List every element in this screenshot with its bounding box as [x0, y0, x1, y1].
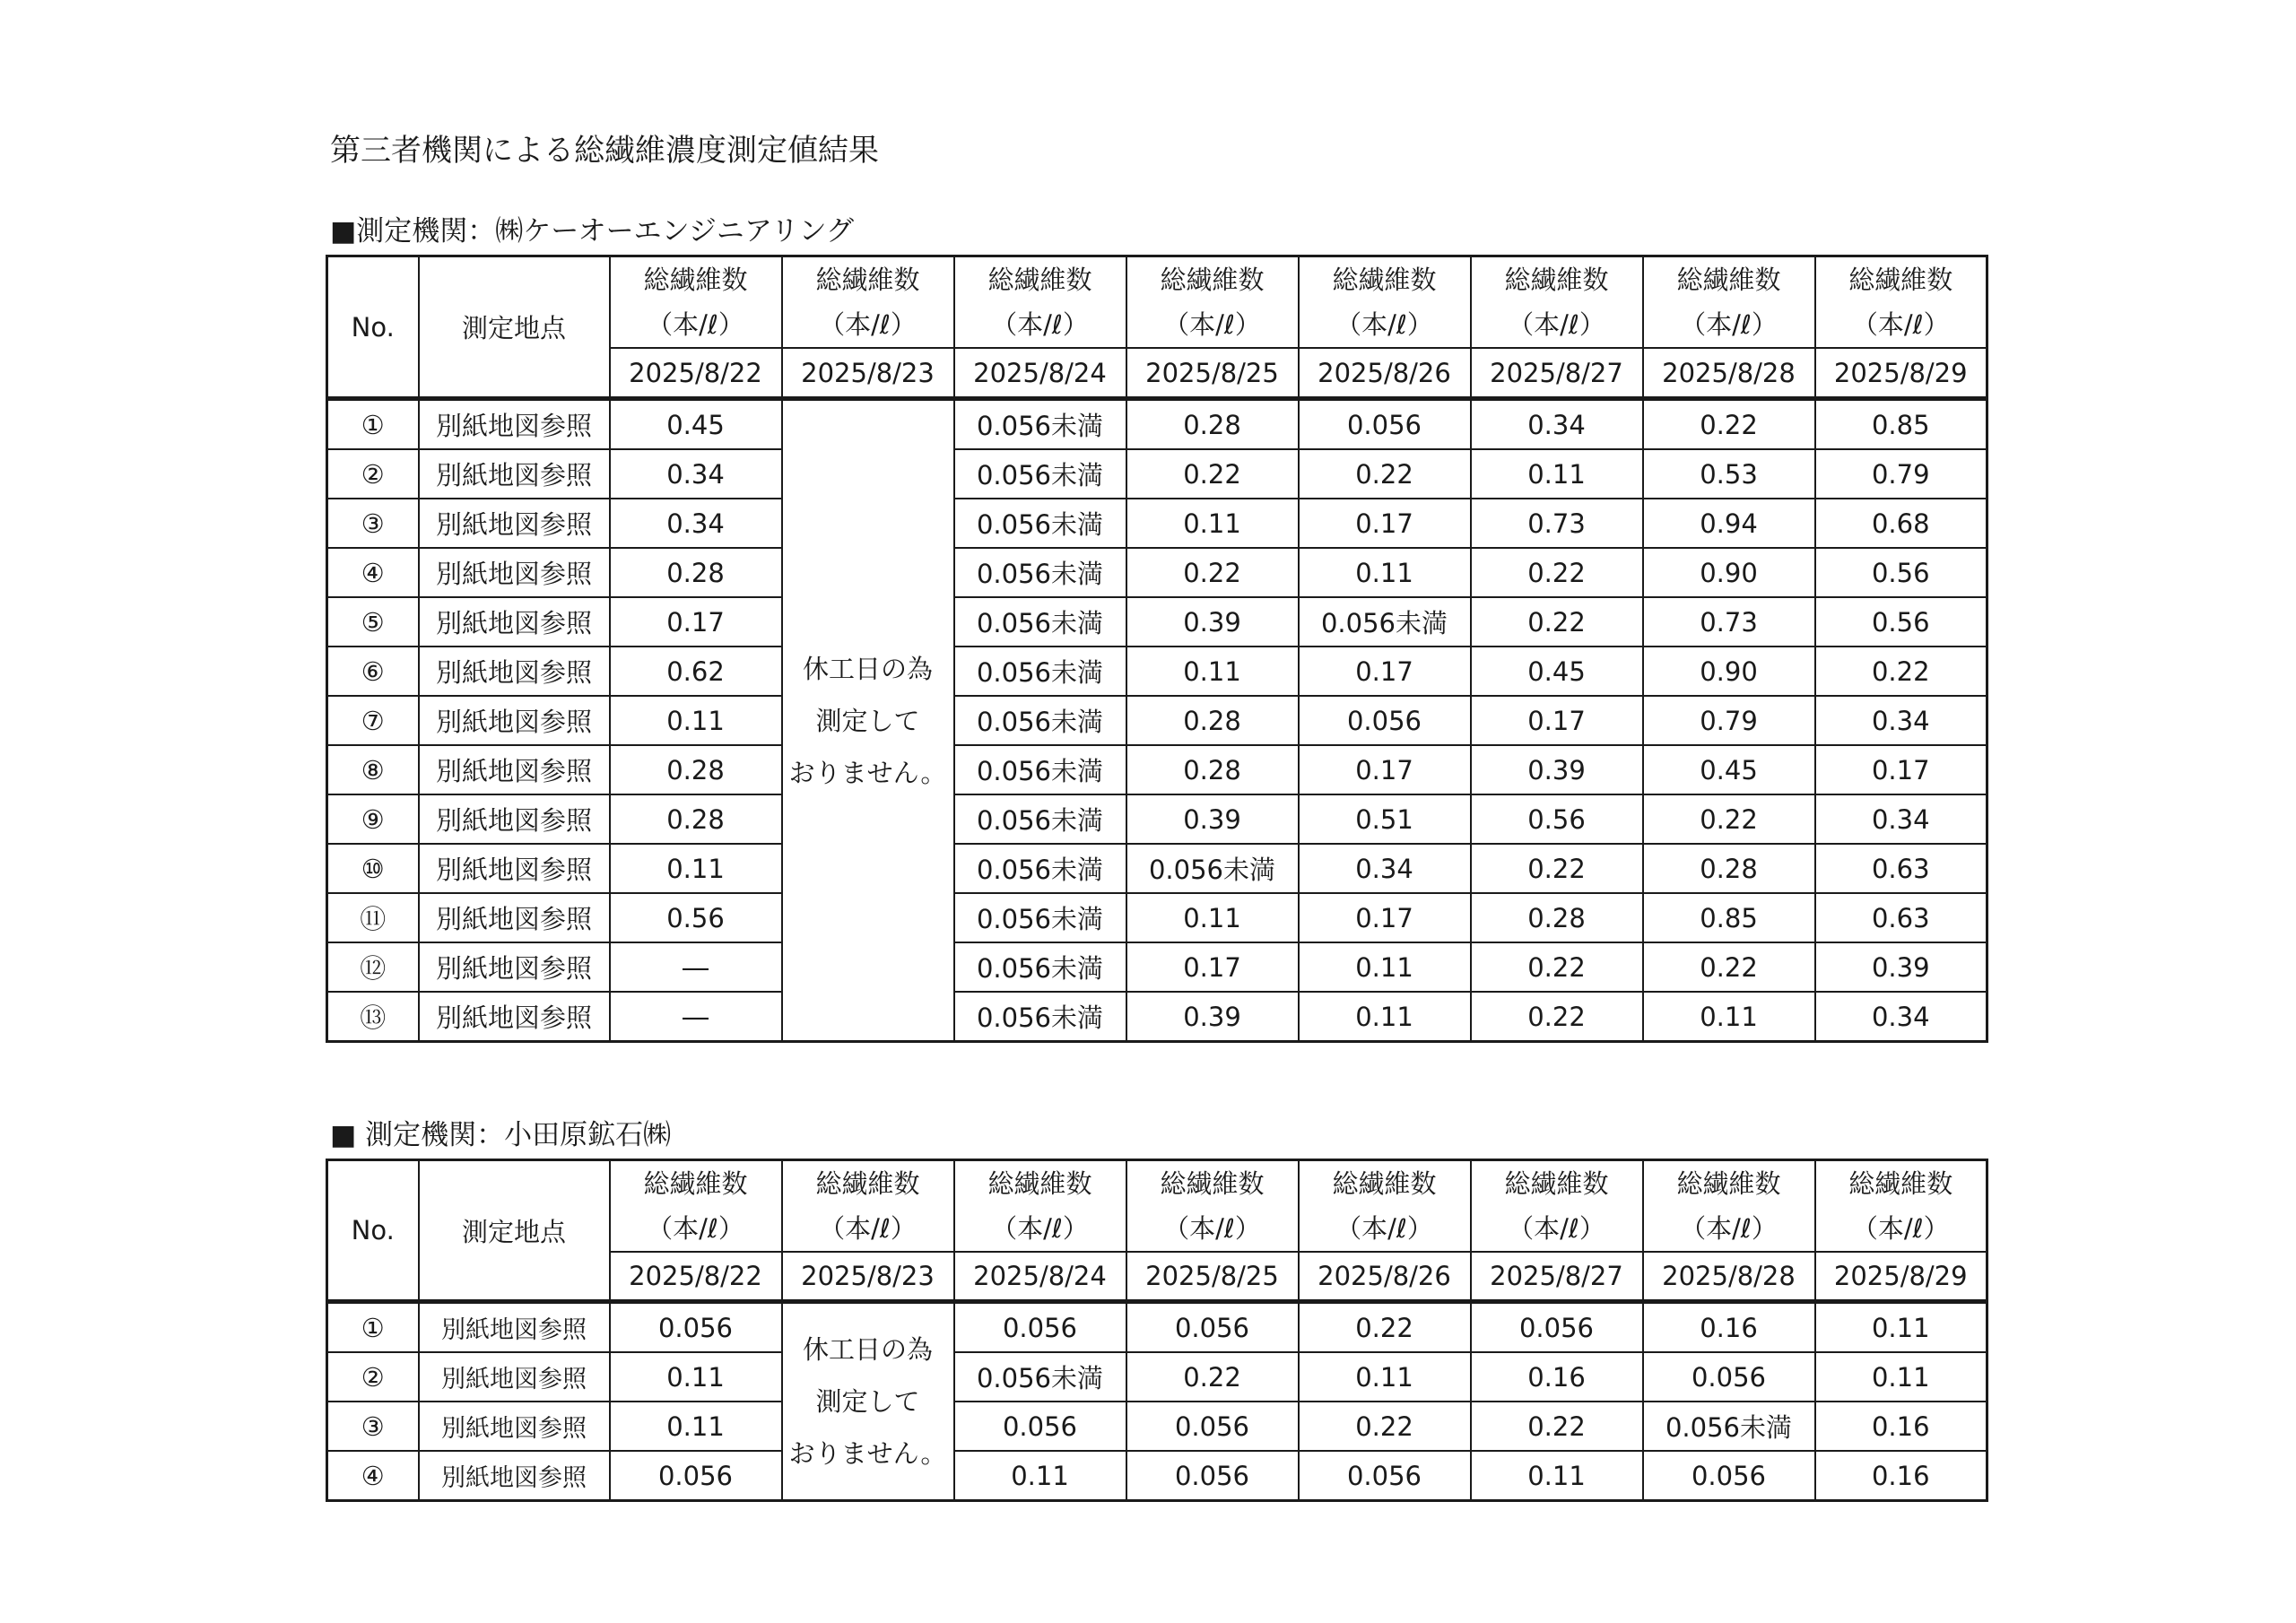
value-cell-0827: 0.45 — [1471, 647, 1643, 696]
value-cell-0829: 0.34 — [1815, 794, 1987, 844]
column-header-date: 2025/8/25 — [1126, 348, 1299, 399]
column-header-measure — [1815, 1160, 1987, 1253]
unit-label: （本/ℓ） — [1508, 309, 1605, 340]
column-header-date: 2025/8/24 — [954, 348, 1126, 399]
measure-label: 総繊維数 — [987, 265, 1092, 295]
value-cell-0822: 0.45 — [610, 399, 782, 450]
value-cell-0829: 0.85 — [1815, 399, 1987, 450]
unit-label: （本/ℓ） — [819, 1213, 917, 1244]
measure-label: 総繊維数 — [643, 1168, 748, 1199]
value-cell-0828: 0.056未満 — [1643, 1402, 1815, 1451]
row-number: ② — [327, 1352, 419, 1402]
measure-label: 総繊維数 — [815, 1168, 920, 1199]
value-cell-0826: 0.17 — [1299, 499, 1471, 548]
row-number: ③ — [327, 499, 419, 548]
column-header-date: 2025/8/23 — [782, 348, 954, 399]
unit-label: （本/ℓ） — [991, 1213, 1089, 1244]
value-cell-0825: 0.39 — [1126, 992, 1299, 1042]
column-header-measure — [1815, 256, 1987, 349]
table-row — [327, 1402, 1987, 1451]
column-header-measure — [1299, 256, 1471, 349]
value-cell-0824: 0.056未満 — [954, 893, 1126, 942]
column-header-measure — [1126, 1160, 1299, 1253]
measure-label: 総繊維数 — [1676, 1168, 1781, 1199]
value-cell-0826: 0.22 — [1299, 1402, 1471, 1451]
column-header-measure — [782, 1160, 954, 1253]
value-cell-0827: 0.22 — [1471, 942, 1643, 992]
value-cell-0828: 0.056 — [1643, 1352, 1815, 1402]
location-cell: 別紙地図参照 — [419, 1451, 610, 1501]
value-cell-0826: 0.11 — [1299, 942, 1471, 992]
value-cell-0827: 0.34 — [1471, 399, 1643, 450]
value-cell-0829: 0.63 — [1815, 893, 1987, 942]
value-cell-0822: 0.62 — [610, 647, 782, 696]
column-header-date: 2025/8/23 — [782, 1252, 954, 1302]
value-cell-0826: 0.11 — [1299, 548, 1471, 597]
value-cell-0827: 0.56 — [1471, 794, 1643, 844]
value-cell-0828: 0.11 — [1643, 992, 1815, 1042]
value-cell-0824: 0.056未満 — [954, 449, 1126, 499]
value-cell-0828: 0.45 — [1643, 745, 1815, 794]
section1-heading: ■測定機関：㈱ケーオーエンジニアリング — [330, 215, 855, 247]
holiday-note-line: 休工日の為 — [802, 653, 933, 684]
location-cell: 別紙地図参照 — [419, 1402, 610, 1451]
column-header-date: 2025/8/29 — [1815, 348, 1987, 399]
value-cell-0829: 0.11 — [1815, 1352, 1987, 1402]
row-number: ⑫ — [327, 942, 419, 992]
column-header-measure — [1643, 1160, 1815, 1253]
location-cell: 別紙地図参照 — [419, 745, 610, 794]
value-cell-0825: 0.39 — [1126, 597, 1299, 647]
value-cell-0824: 0.056未満 — [954, 647, 1126, 696]
unit-label: （本/ℓ） — [647, 1213, 744, 1244]
location-cell: 別紙地図参照 — [419, 942, 610, 992]
value-cell-0827: 0.28 — [1471, 893, 1643, 942]
value-cell-0825: 0.056未満 — [1126, 844, 1299, 893]
column-header-date: 2025/8/28 — [1643, 348, 1815, 399]
measure-label: 総繊維数 — [1332, 1168, 1437, 1199]
row-number: ② — [327, 449, 419, 499]
value-cell-0825: 0.056 — [1126, 1402, 1299, 1451]
unit-label: （本/ℓ） — [1680, 1213, 1778, 1244]
measure-label: 総繊維数 — [987, 1168, 1092, 1199]
measurement-table-1 — [326, 255, 1988, 1043]
value-cell-0822: 0.28 — [610, 548, 782, 597]
table-row — [327, 597, 1987, 647]
column-header-measure — [610, 1160, 782, 1253]
value-cell-0825: 0.11 — [1126, 499, 1299, 548]
row-number: ⑧ — [327, 745, 419, 794]
value-cell-0826: 0.11 — [1299, 1352, 1471, 1402]
location-cell: 別紙地図参照 — [419, 696, 610, 745]
value-cell-0822: 0.11 — [610, 1352, 782, 1402]
column-header-date: 2025/8/26 — [1299, 348, 1471, 399]
measure-label: 総繊維数 — [1504, 1168, 1609, 1199]
column-header-no: No. — [327, 1160, 419, 1302]
holiday-note-line: 測定して — [815, 1386, 920, 1417]
value-cell-0828: 0.85 — [1643, 893, 1815, 942]
holiday-note-cell — [782, 399, 954, 1042]
unit-label: （本/ℓ） — [1508, 1213, 1605, 1244]
value-cell-0828: 0.22 — [1643, 794, 1815, 844]
column-header-location: 測定地点 — [419, 256, 610, 399]
value-cell-0828: 0.94 — [1643, 499, 1815, 548]
column-header-date: 2025/8/22 — [610, 348, 782, 399]
measure-label: 総繊維数 — [1160, 1168, 1265, 1199]
table-row — [327, 942, 1987, 992]
column-header-measure — [954, 1160, 1126, 1253]
value-cell-0824: 0.056 — [954, 1402, 1126, 1451]
row-number: ⑪ — [327, 893, 419, 942]
value-cell-0827: 0.11 — [1471, 1451, 1643, 1501]
value-cell-0822: 0.56 — [610, 893, 782, 942]
unit-label: （本/ℓ） — [1680, 309, 1778, 340]
row-number: ③ — [327, 1402, 419, 1451]
value-cell-0827: 0.73 — [1471, 499, 1643, 548]
value-cell-0828: 0.90 — [1643, 548, 1815, 597]
column-header-date: 2025/8/29 — [1815, 1252, 1987, 1302]
value-cell-0829: 0.16 — [1815, 1402, 1987, 1451]
value-cell-0822: 0.28 — [610, 794, 782, 844]
column-header-date: 2025/8/25 — [1126, 1252, 1299, 1302]
value-cell-0825: 0.11 — [1126, 893, 1299, 942]
location-cell: 別紙地図参照 — [419, 794, 610, 844]
column-header-date: 2025/8/27 — [1471, 348, 1643, 399]
column-header-date: 2025/8/24 — [954, 1252, 1126, 1302]
location-cell: 別紙地図参照 — [419, 992, 610, 1042]
row-number: ⑨ — [327, 794, 419, 844]
column-header-measure — [1126, 256, 1299, 349]
value-cell-0825: 0.28 — [1126, 399, 1299, 450]
location-cell: 別紙地図参照 — [419, 449, 610, 499]
row-number: ⑥ — [327, 647, 419, 696]
table-row — [327, 499, 1987, 548]
row-number: ⑬ — [327, 992, 419, 1042]
value-cell-0822: 0.056 — [610, 1302, 782, 1353]
value-cell-0824: 0.056未満 — [954, 597, 1126, 647]
value-cell-0827: 0.39 — [1471, 745, 1643, 794]
value-cell-0825: 0.056 — [1126, 1451, 1299, 1501]
location-cell: 別紙地図参照 — [419, 844, 610, 893]
value-cell-0824: 0.056未満 — [954, 499, 1126, 548]
value-cell-0829: 0.68 — [1815, 499, 1987, 548]
value-cell-0826: 0.056未満 — [1299, 597, 1471, 647]
table-row — [327, 1302, 1987, 1353]
value-cell-0826: 0.17 — [1299, 893, 1471, 942]
value-cell-0822: 0.11 — [610, 696, 782, 745]
value-cell-0824: 0.11 — [954, 1451, 1126, 1501]
value-cell-0826: 0.22 — [1299, 449, 1471, 499]
location-cell: 別紙地図参照 — [419, 499, 610, 548]
unit-label: （本/ℓ） — [647, 309, 744, 340]
column-header-date: 2025/8/26 — [1299, 1252, 1471, 1302]
value-cell-0825: 0.22 — [1126, 1352, 1299, 1402]
measure-label: 総繊維数 — [1848, 1168, 1953, 1199]
holiday-note-cell — [782, 1302, 954, 1501]
value-cell-0826: 0.056 — [1299, 399, 1471, 450]
value-cell-0828: 0.53 — [1643, 449, 1815, 499]
row-number: ① — [327, 399, 419, 450]
value-cell-0824: 0.056未満 — [954, 844, 1126, 893]
value-cell-0829: 0.17 — [1815, 745, 1987, 794]
value-cell-0822: ― — [610, 992, 782, 1042]
value-cell-0827: 0.056 — [1471, 1302, 1643, 1353]
measure-label: 総繊維数 — [1848, 265, 1953, 295]
value-cell-0824: 0.056未満 — [954, 992, 1126, 1042]
measure-label: 総繊維数 — [643, 265, 748, 295]
value-cell-0828: 0.056 — [1643, 1451, 1815, 1501]
table-row — [327, 844, 1987, 893]
row-number: ⑤ — [327, 597, 419, 647]
holiday-note-line: おりません。 — [788, 757, 947, 788]
location-cell: 別紙地図参照 — [419, 893, 610, 942]
value-cell-0828: 0.79 — [1643, 696, 1815, 745]
row-number: ④ — [327, 548, 419, 597]
value-cell-0828: 0.22 — [1643, 942, 1815, 992]
value-cell-0824: 0.056 — [954, 1302, 1126, 1353]
value-cell-0824: 0.056未満 — [954, 399, 1126, 450]
value-cell-0825: 0.28 — [1126, 745, 1299, 794]
column-header-measure — [1471, 256, 1643, 349]
column-header-no: No. — [327, 256, 419, 399]
column-header-measure — [1471, 1160, 1643, 1253]
row-number: ④ — [327, 1451, 419, 1501]
value-cell-0826: 0.056 — [1299, 1451, 1471, 1501]
measure-label: 総繊維数 — [1504, 265, 1609, 295]
value-cell-0827: 0.22 — [1471, 548, 1643, 597]
holiday-note-line: おりません。 — [788, 1438, 947, 1469]
value-cell-0826: 0.34 — [1299, 844, 1471, 893]
measurement-table-2 — [326, 1159, 1988, 1502]
document-title: 第三者機関による総繊維濃度測定値結果 — [330, 133, 879, 169]
value-cell-0825: 0.28 — [1126, 696, 1299, 745]
value-cell-0825: 0.39 — [1126, 794, 1299, 844]
value-cell-0829: 0.16 — [1815, 1451, 1987, 1501]
value-cell-0829: 0.39 — [1815, 942, 1987, 992]
row-number: ⑩ — [327, 844, 419, 893]
column-header-measure — [954, 256, 1126, 349]
column-header-measure — [1299, 1160, 1471, 1253]
row-number: ⑦ — [327, 696, 419, 745]
column-header-date: 2025/8/22 — [610, 1252, 782, 1302]
measure-label: 総繊維数 — [815, 265, 920, 295]
column-header-location: 測定地点 — [419, 1160, 610, 1302]
location-cell: 別紙地図参照 — [419, 548, 610, 597]
location-cell: 別紙地図参照 — [419, 647, 610, 696]
table-row — [327, 647, 1987, 696]
location-cell: 別紙地図参照 — [419, 399, 610, 450]
value-cell-0827: 0.16 — [1471, 1352, 1643, 1402]
value-cell-0829: 0.56 — [1815, 548, 1987, 597]
unit-label: （本/ℓ） — [1163, 309, 1261, 340]
value-cell-0829: 0.34 — [1815, 696, 1987, 745]
measure-label: 総繊維数 — [1332, 265, 1437, 295]
value-cell-0829: 0.34 — [1815, 992, 1987, 1042]
table-row — [327, 449, 1987, 499]
value-cell-0822: ― — [610, 942, 782, 992]
unit-label: （本/ℓ） — [819, 309, 917, 340]
value-cell-0827: 0.22 — [1471, 1402, 1643, 1451]
measure-label: 総繊維数 — [1160, 265, 1265, 295]
value-cell-0827: 0.22 — [1471, 597, 1643, 647]
value-cell-0826: 0.22 — [1299, 1302, 1471, 1353]
table-row — [327, 992, 1987, 1042]
value-cell-0824: 0.056未満 — [954, 696, 1126, 745]
table-row — [327, 794, 1987, 844]
value-cell-0822: 0.056 — [610, 1451, 782, 1501]
value-cell-0829: 0.22 — [1815, 647, 1987, 696]
table-row — [327, 893, 1987, 942]
column-header-measure — [1643, 256, 1815, 349]
header-row — [327, 256, 1987, 349]
location-cell: 別紙地図参照 — [419, 1352, 610, 1402]
table-row — [327, 399, 1987, 450]
column-header-date: 2025/8/27 — [1471, 1252, 1643, 1302]
table-row — [327, 1451, 1987, 1501]
column-header-measure — [782, 256, 954, 349]
value-cell-0824: 0.056未満 — [954, 745, 1126, 794]
value-cell-0829: 0.56 — [1815, 597, 1987, 647]
table-row — [327, 1352, 1987, 1402]
value-cell-0826: 0.17 — [1299, 647, 1471, 696]
value-cell-0825: 0.22 — [1126, 449, 1299, 499]
unit-label: （本/ℓ） — [991, 309, 1089, 340]
value-cell-0827: 0.22 — [1471, 992, 1643, 1042]
value-cell-0828: 0.90 — [1643, 647, 1815, 696]
value-cell-0828: 0.73 — [1643, 597, 1815, 647]
value-cell-0822: 0.28 — [610, 745, 782, 794]
section2-heading: ■ 測定機関：小田原鉱石㈱ — [330, 1119, 672, 1151]
value-cell-0822: 0.11 — [610, 1402, 782, 1451]
value-cell-0829: 0.63 — [1815, 844, 1987, 893]
value-cell-0829: 0.79 — [1815, 449, 1987, 499]
value-cell-0822: 0.11 — [610, 844, 782, 893]
unit-label: （本/ℓ） — [1163, 1213, 1261, 1244]
value-cell-0827: 0.11 — [1471, 449, 1643, 499]
value-cell-0827: 0.22 — [1471, 844, 1643, 893]
table-row — [327, 548, 1987, 597]
measure-label: 総繊維数 — [1676, 265, 1781, 295]
value-cell-0825: 0.22 — [1126, 548, 1299, 597]
unit-label: （本/ℓ） — [1851, 1213, 1950, 1244]
value-cell-0828: 0.16 — [1643, 1302, 1815, 1353]
holiday-note-line: 測定して — [815, 705, 920, 736]
value-cell-0826: 0.11 — [1299, 992, 1471, 1042]
unit-label: （本/ℓ） — [1335, 309, 1433, 340]
value-cell-0825: 0.056 — [1126, 1302, 1299, 1353]
value-cell-0826: 0.51 — [1299, 794, 1471, 844]
column-header-date: 2025/8/28 — [1643, 1252, 1815, 1302]
value-cell-0824: 0.056未満 — [954, 942, 1126, 992]
location-cell: 別紙地図参照 — [419, 1302, 610, 1353]
value-cell-0822: 0.34 — [610, 499, 782, 548]
value-cell-0824: 0.056未満 — [954, 548, 1126, 597]
column-header-measure — [610, 256, 782, 349]
value-cell-0829: 0.11 — [1815, 1302, 1987, 1353]
value-cell-0826: 0.17 — [1299, 745, 1471, 794]
unit-label: （本/ℓ） — [1335, 1213, 1433, 1244]
value-cell-0822: 0.17 — [610, 597, 782, 647]
value-cell-0827: 0.17 — [1471, 696, 1643, 745]
value-cell-0825: 0.11 — [1126, 647, 1299, 696]
header-row — [327, 1160, 1987, 1253]
value-cell-0825: 0.17 — [1126, 942, 1299, 992]
value-cell-0824: 0.056未満 — [954, 794, 1126, 844]
value-cell-0826: 0.056 — [1299, 696, 1471, 745]
holiday-note-line: 休工日の為 — [802, 1334, 933, 1365]
value-cell-0824: 0.056未満 — [954, 1352, 1126, 1402]
value-cell-0822: 0.34 — [610, 449, 782, 499]
row-number: ① — [327, 1302, 419, 1353]
table-row — [327, 696, 1987, 745]
unit-label: （本/ℓ） — [1851, 309, 1950, 340]
location-cell: 別紙地図参照 — [419, 597, 610, 647]
table-row — [327, 745, 1987, 794]
value-cell-0828: 0.28 — [1643, 844, 1815, 893]
value-cell-0828: 0.22 — [1643, 399, 1815, 450]
